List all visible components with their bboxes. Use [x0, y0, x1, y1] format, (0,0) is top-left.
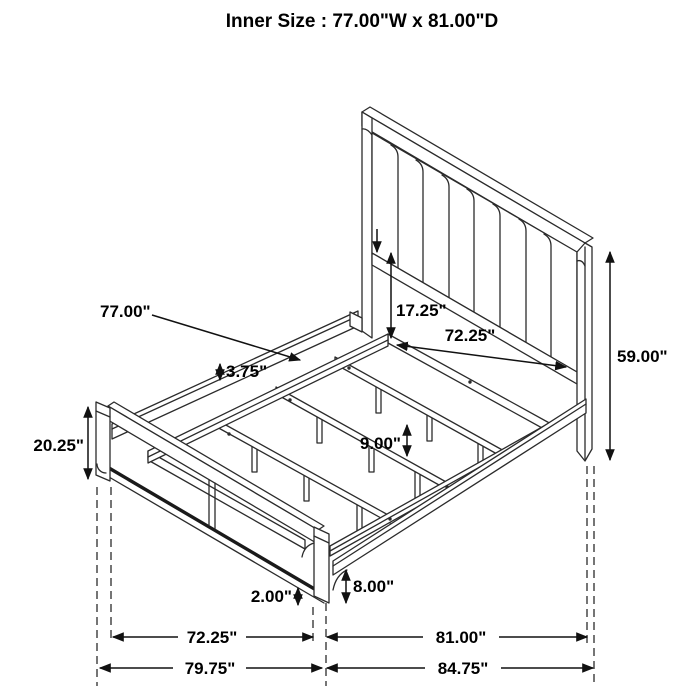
screw-hole [388, 517, 391, 520]
dim-label: 17.25" [396, 301, 447, 320]
dim-label: 8.00" [353, 577, 395, 596]
screw-hole [468, 380, 471, 383]
footboard-shadow-line [109, 468, 323, 594]
foot-cross-member [148, 451, 305, 549]
dim-headboard-height [610, 252, 668, 460]
headboard-left-post [362, 112, 372, 338]
dim-label: 72.25" [186, 628, 238, 647]
dim-label: 2.00" [250, 587, 292, 606]
dim-leader [152, 315, 300, 360]
dim-label: 20.25" [33, 436, 84, 455]
dim-label: 79.75" [184, 659, 236, 678]
dim-label: 81.00" [435, 628, 487, 647]
dim-label: 77.00" [100, 302, 151, 321]
dim-footboard-inner-width [113, 628, 313, 647]
footboard-right-post [314, 527, 329, 603]
support-leg [376, 386, 381, 413]
dim-label: 59.00" [617, 347, 668, 366]
diagram-title: Inner Size : 77.00"W x 81.00"D [225, 11, 499, 32]
support-leg [357, 504, 362, 531]
headboard [359, 107, 593, 461]
support-leg [317, 416, 322, 443]
bed-frame-drawing [96, 107, 593, 603]
dim-footboard-clearance [251, 587, 298, 606]
screw-hole [227, 432, 230, 435]
dim-rail-clearance [346, 570, 394, 603]
support-leg [415, 471, 420, 498]
dim-rail-to-slat-gap [220, 362, 267, 381]
screw-hole [288, 398, 291, 401]
slat-support-frame [148, 334, 560, 556]
dim-overall-depth [327, 659, 593, 678]
dim-label: 84.75" [437, 659, 489, 678]
dim-slat-width [100, 302, 300, 360]
dim-footboard-height [33, 407, 88, 479]
screw-hole [347, 366, 350, 369]
dim-label: 9.00" [359, 434, 401, 453]
dim-support-leg-height [360, 425, 407, 456]
dim-inner-depth [327, 628, 587, 647]
dim-label: 3.75" [226, 362, 268, 381]
dim-overall-width [100, 659, 322, 678]
right-rail-body [333, 399, 586, 575]
dim-label: 72.25" [444, 326, 496, 345]
